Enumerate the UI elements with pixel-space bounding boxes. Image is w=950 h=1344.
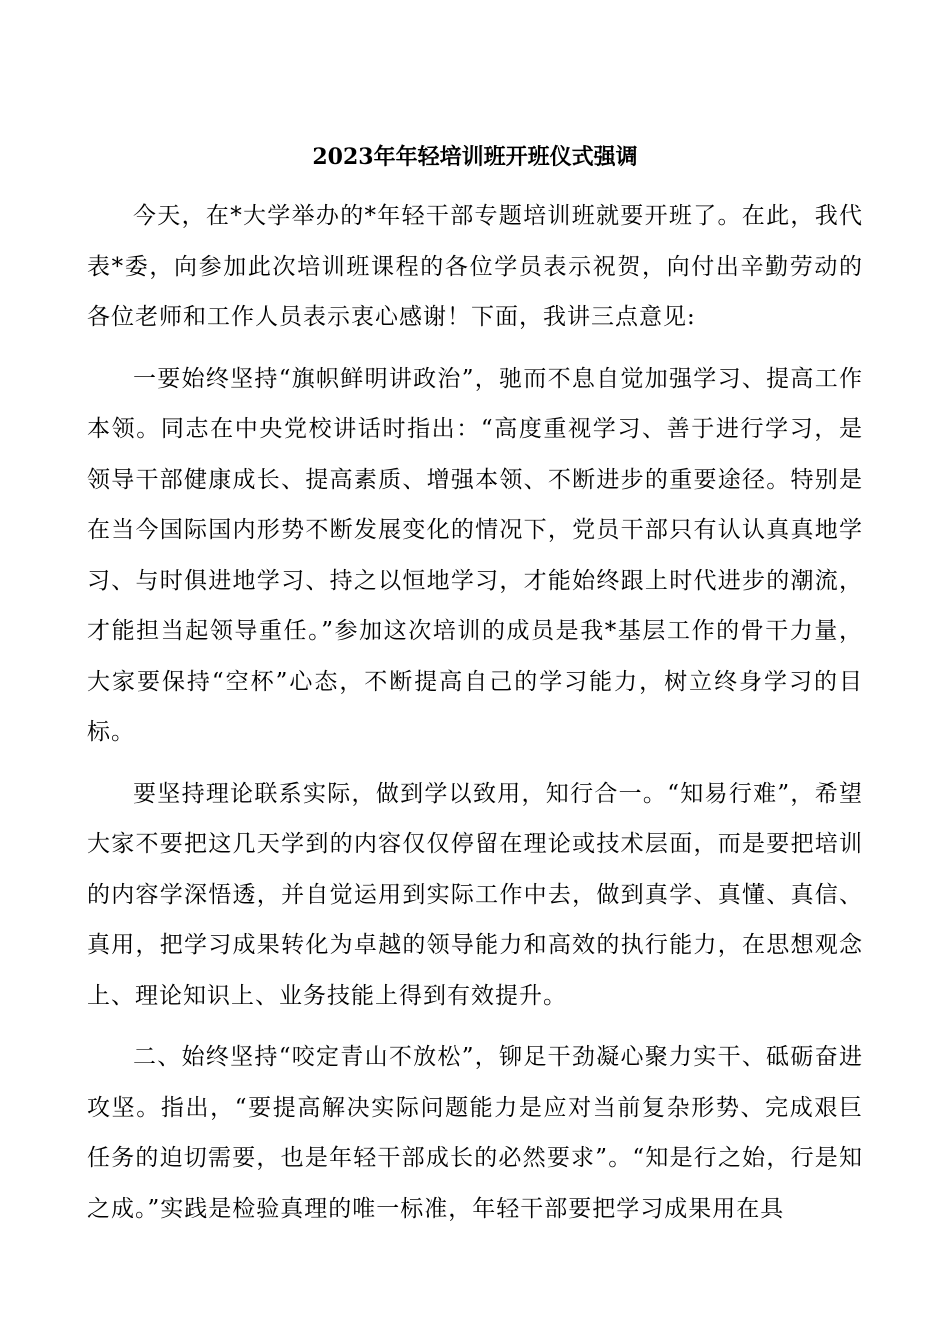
paragraph-opening: 今天，在*大学举办的*年轻干部专题培训班就要开班了。在此，我代表*委，向参加此次培训班课程的各位学员表示祝贺，向付出辛勤劳动的各位老师和工作人员表示衷心感谢！下面，我讲三点意见: xyxy=(87,203,863,330)
paragraph-theory-practice: 要坚持理论联系实际，做到学以致用，知行合一。“知易行难”，希望大家不要把这几天学到的内容仅仅停留在理论或技术层面，而是要把培训的内容学深悟透，并自觉运用到实际工作中去，做到真学、真懂、真信、真用，把学习成果转化为卓越的领导能力和高效的执行能力，在思想观念上、理论知识上、业务技能上得到有效提升。 xyxy=(87,780,863,1009)
document-title: 2023年年轻培训班开班仪式强调 xyxy=(312,144,638,170)
paragraph-point-two: 二、始终坚持“咬定青山不放松”，铆足干劲凝心聚力实干、砥砺奋进攻坚。指出，“要提高解决实际问题能力是应对当前复杂形势、完成艰巨任务的迫切需要，也是年轻干部成长的必然要求”。“知是行之始，行是知之成。”实践是检验真理的唯一标准，年轻干部要把学习成果用在具 xyxy=(87,1044,863,1222)
paragraph-point-one: 一要始终坚持“旗帜鲜明讲政治”，驰而不息自觉加强学习、提高工作本领。同志在中央党校讲话时指出：“高度重视学习、善于进行学习，是领导干部健康成长、提高素质、增强本领、不断进步的重要途径。特别是在当今国际国内形势不断发展变化的情况下，党员干部只有认认真真地学习、与时俱进地学习、持之以恒地学习，才能始终跟上时代进步的潮流，才能担当起领导重任。”参加这次培训的成员是我*基层工作的骨干力量，大家要保持“空杯”心态，不断提高自己的学习能力，树立终身学习的目标。 xyxy=(87,365,863,745)
document-body xyxy=(87,191,863,1245)
